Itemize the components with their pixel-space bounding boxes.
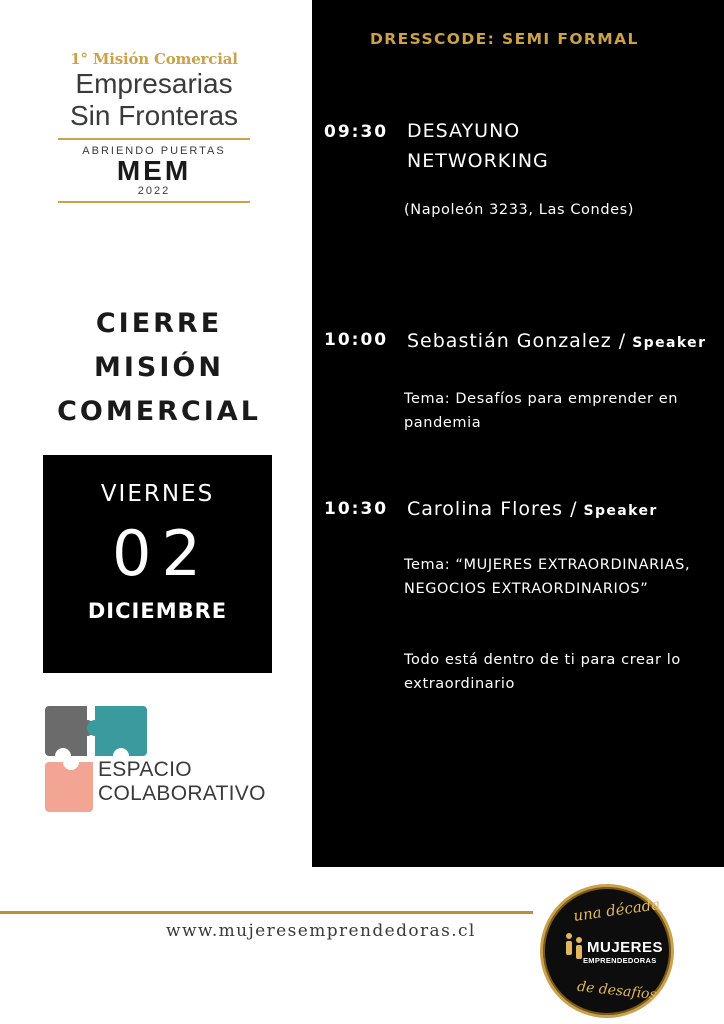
logo-divider-bottom (58, 201, 250, 203)
agenda-detail-1: (Napoleón 3233, Las Condes) (404, 202, 635, 218)
badge-de-desafios: de desafíos (576, 978, 658, 1004)
agenda-detail-2: Tema: Desafíos para emprender en pandemia (404, 391, 679, 431)
espacio-line2: COLABORATIVO (98, 782, 266, 805)
puzzle-piece-peach (45, 762, 93, 812)
date-month: DICIEMBRE (87, 599, 228, 623)
espacio-colaborativo-logo (45, 706, 285, 812)
agenda-panel (312, 0, 724, 867)
logo-abriendo-puertas: ABRIENDO PUERTAS (82, 145, 226, 157)
agenda-title-2 (407, 326, 706, 358)
agenda-speaker-name-3: Carolina Flores / (407, 498, 578, 520)
agenda-title-1-line2: NETWORKING (407, 150, 549, 172)
agenda-speaker-role-2: Speaker (632, 335, 707, 351)
event-title-line1: CIERRE (95, 308, 223, 339)
logo-empresarias: Empresarias (75, 68, 233, 99)
mem-logo (58, 50, 250, 203)
agenda-time-2: 10:00 (324, 330, 389, 350)
agenda-time-1: 09:30 (324, 122, 389, 142)
espacio-line1: ESPACIO (98, 758, 192, 781)
date-day: 02 (112, 517, 211, 590)
event-title-line3: COMERCIAL (57, 396, 261, 427)
date-day-of-week: VIERNES (100, 481, 215, 507)
dresscode: DRESSCODE: SEMI FORMAL (370, 30, 639, 48)
agenda-title-1 (407, 116, 549, 176)
puzzle-piece-gray (45, 706, 95, 756)
mujeres-emprendedoras-badge (540, 884, 674, 1018)
badge-una-decada: una década (572, 895, 662, 925)
badge-emprendedoras: EMPRENDEDORAS (583, 956, 657, 965)
logo-divider (58, 138, 250, 140)
footer-divider (0, 911, 533, 914)
agenda-detail-3b: Todo está dentro de ti para crear lo extraordinario (404, 652, 681, 692)
agenda-title-1-line1: DESAYUNO (407, 120, 521, 142)
espacio-colaborativo-text (98, 758, 266, 806)
badge-mujeres: MUJERES (587, 939, 664, 956)
agenda-speaker-role-3: Speaker (583, 503, 658, 519)
logo-year: 2022 (137, 185, 171, 197)
agenda-time-3: 10:30 (324, 499, 389, 519)
agenda-title-3 (407, 494, 658, 526)
logo-sin-fronteras: Sin Fronteras (69, 100, 239, 131)
website-link[interactable]: www.mujeresemprendedoras.cl (166, 921, 476, 941)
logo-mision-comercial: 1° Misión Comercial (70, 50, 238, 68)
logo-mem: MEM (116, 155, 192, 186)
agenda-speaker-name-2: Sebastián Gonzalez / (407, 330, 627, 352)
event-title (30, 302, 288, 434)
event-title-line2: MISIÓN (94, 352, 224, 383)
date-box (43, 455, 272, 673)
puzzle-piece-teal (87, 706, 147, 756)
agenda-detail-3: Tema: “MUJERES EXTRAORDINARIAS, NEGOCIOS EXTRAORDINARIOS” (404, 557, 691, 597)
